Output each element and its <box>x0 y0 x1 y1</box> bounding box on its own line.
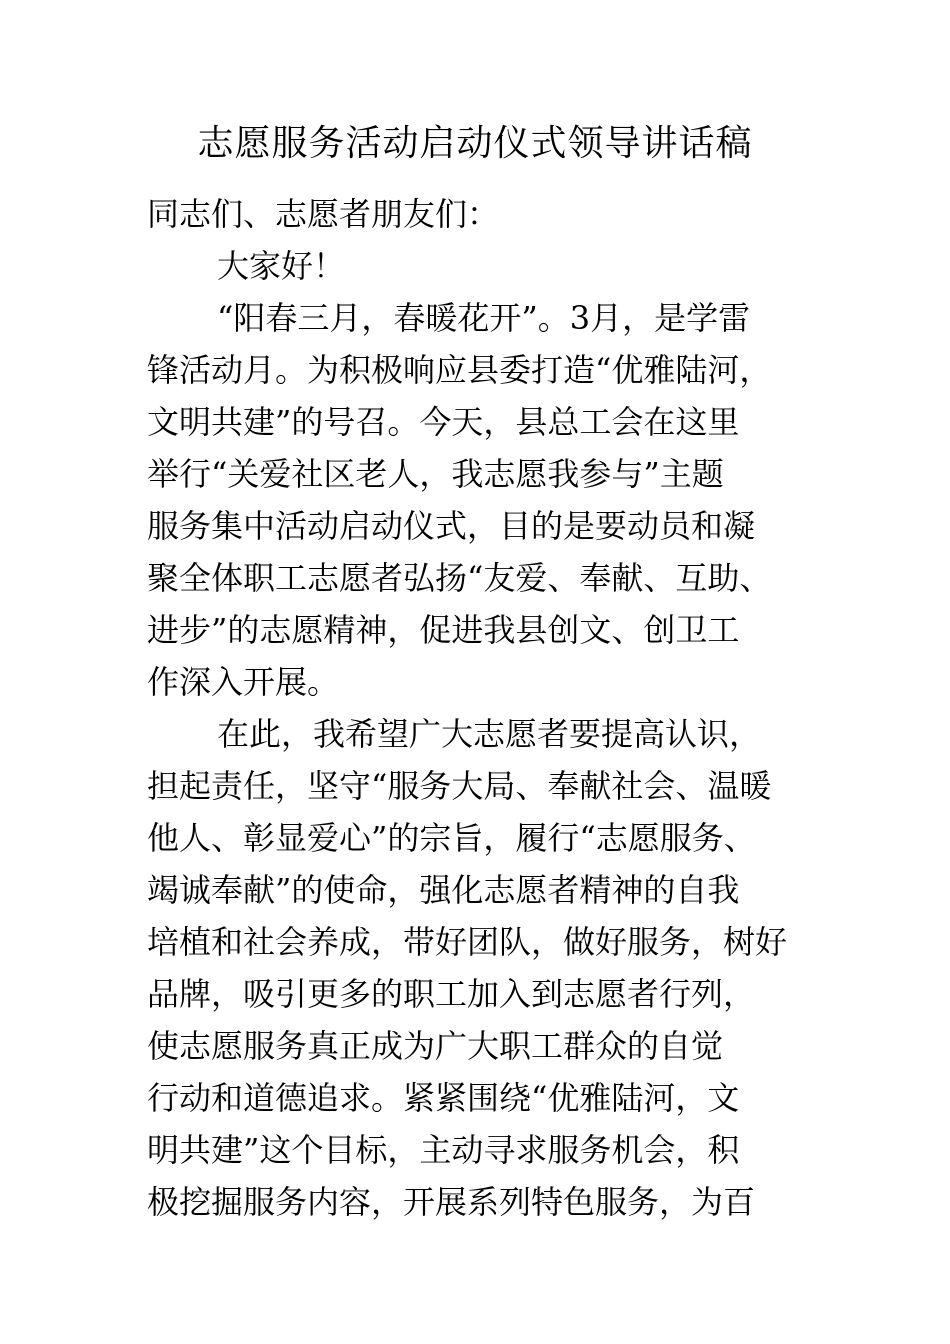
body-line: 大家好！ <box>217 247 346 285</box>
body-line: 担起责任，坚守“服务大局、奉献社会、温暖 <box>147 767 772 805</box>
body-line: 服务集中活动启动仪式，目的是要动员和凝 <box>147 507 756 545</box>
body-line: 使志愿服务真正成为广大职工群众的自觉 <box>147 1027 724 1065</box>
body-line: 培植和社会养成，带好团队，做好服务，树好 <box>147 923 788 961</box>
body-line: 作深入开展。 <box>147 663 340 701</box>
body-line: 举行“关爱社区老人，我志愿我参与”主题 <box>147 455 724 493</box>
body-line: 进步”的志愿精神，促进我县创文、创卫工 <box>147 611 740 649</box>
body-line: 聚全体职工志愿者弘扬“友爱、奉献、互助、 <box>147 559 772 597</box>
body-line: “阳春三月，春暖花开”。3月，是学雷 <box>217 299 751 337</box>
body-line: 品牌，吸引更多的职工加入到志愿者行列， <box>147 975 756 1013</box>
body-line: 他人、彰显爱心”的宗旨，履行“志愿服务、 <box>147 819 756 857</box>
body-line: 极挖掘服务内容，开展系列特色服务，为百 <box>147 1183 756 1221</box>
body-line: 同志们、志愿者朋友们： <box>147 195 500 233</box>
body-line: 锋活动月。为积极响应县委打造“优雅陆河， <box>147 351 772 389</box>
document-title: 志愿服务活动启动仪式领导讲话稿 <box>197 123 753 164</box>
document-body <box>147 188 827 1228</box>
body-line: 明共建”这个目标，主动寻求服务机会，积 <box>147 1131 740 1169</box>
body-line: 文明共建”的号召。今天，县总工会在这里 <box>147 403 740 441</box>
body-line: 在此，我希望广大志愿者要提高认识， <box>217 715 762 753</box>
body-line: 竭诚奉献”的使命，强化志愿者精神的自我 <box>147 871 740 909</box>
body-line: 行动和道德追求。紧紧围绕“优雅陆河，文 <box>147 1079 740 1117</box>
